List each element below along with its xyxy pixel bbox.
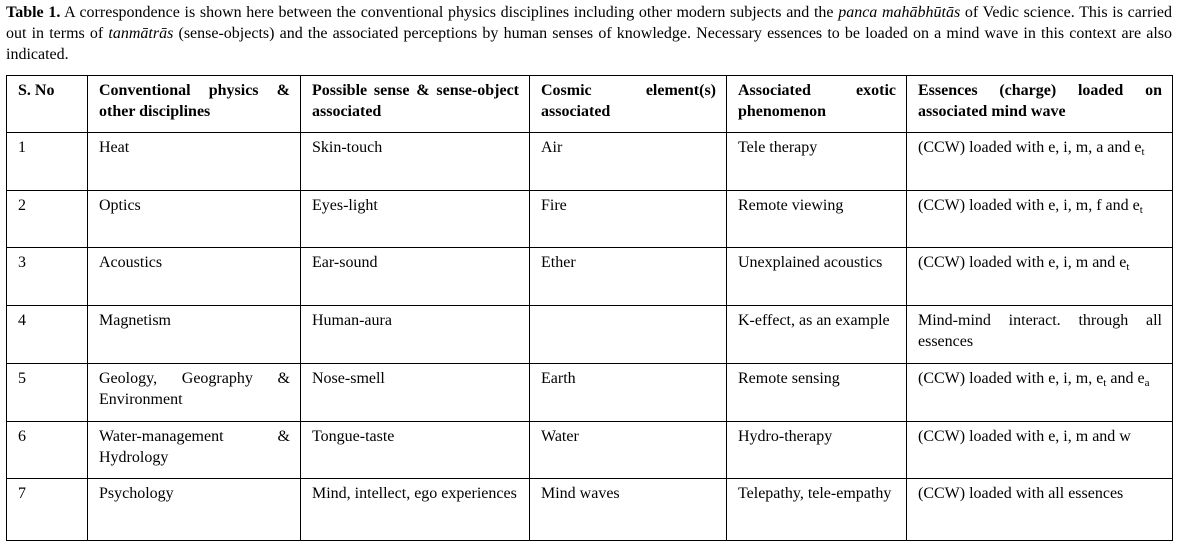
- cell-phenomenon: Tele therapy: [727, 133, 907, 191]
- cell-essence: [907, 306, 1173, 364]
- table-row: [7, 306, 1173, 364]
- cell-phenomenon: K-effect, as an example: [727, 306, 907, 364]
- header-element: Cosmic element(s) associated: [530, 76, 727, 133]
- header-discipline: Conventional physics & other disciplines: [88, 76, 301, 133]
- header-phenomenon: Associated exotic phenomenon: [727, 76, 907, 133]
- cell-phenomenon: Unexplained acoustics: [727, 248, 907, 306]
- essence-text: (CCW) loaded with e, i, m and w: [918, 427, 1131, 445]
- cell-discipline: Water-management & Hydrology: [88, 421, 301, 479]
- cell-element: [530, 306, 727, 364]
- header-sno: S. No: [7, 76, 88, 133]
- cell-element: Fire: [530, 190, 727, 248]
- cell-element: Mind waves: [530, 479, 727, 541]
- cell-discipline: Geology, Geography & Environment: [88, 363, 301, 421]
- essence-subscript: t: [1141, 146, 1145, 158]
- cell-sno: 6: [7, 421, 88, 479]
- caption-text-2: of Vedic science. This is carried out in terms of: [6, 4, 1173, 42]
- table-caption: [6, 2, 1172, 65]
- cell-sno: 3: [7, 248, 88, 306]
- essence-subscript: a: [1144, 376, 1150, 389]
- essence-subscript-pre: t: [1103, 376, 1107, 389]
- cell-sno: 4: [7, 306, 88, 364]
- cell-discipline: Heat: [88, 133, 301, 191]
- table-row: [7, 363, 1173, 421]
- essence-text: (CCW) loaded with e, i, m, f and e: [918, 196, 1140, 214]
- cell-sno: 1: [7, 133, 88, 191]
- cell-sense: Human-aura: [301, 306, 530, 364]
- cell-phenomenon: Remote viewing: [727, 190, 907, 248]
- essence-text: (CCW) loaded with e, i, m and e: [918, 254, 1127, 272]
- cell-essence: [907, 133, 1173, 191]
- caption-italic-1: panca mahābhūtās: [838, 4, 961, 21]
- cell-essence: [907, 479, 1173, 541]
- cell-sense: Skin-touch: [301, 133, 530, 191]
- table-row: [7, 190, 1173, 248]
- cell-essence: [907, 421, 1173, 479]
- table-header-row: [7, 76, 1173, 133]
- essence-text-pre: (CCW) loaded with e, i, m, e: [918, 369, 1104, 387]
- cell-sense: Eyes-light: [301, 190, 530, 248]
- cell-sense: Mind, intellect, ego experiences: [301, 479, 530, 541]
- caption-text-1: A correspondence is shown here between the conventional physics disciplines including other modern subjects and the: [60, 4, 839, 21]
- table-row: [7, 248, 1173, 306]
- caption-italic-2: tanmātrās: [108, 25, 174, 42]
- data-table: [6, 75, 1173, 541]
- cell-sense: Nose-smell: [301, 363, 530, 421]
- cell-phenomenon: Telepathy, tele-empathy: [727, 479, 907, 541]
- cell-sno: 5: [7, 363, 88, 421]
- cell-discipline: Psychology: [88, 479, 301, 541]
- essence-subscript: t: [1126, 261, 1130, 274]
- cell-sno: 7: [7, 479, 88, 541]
- cell-essence: [907, 363, 1173, 421]
- cell-discipline: Optics: [88, 190, 301, 248]
- essence-text: (CCW) loaded with all essences: [918, 485, 1124, 503]
- table-row: [7, 133, 1173, 191]
- cell-element: Air: [530, 133, 727, 191]
- header-sense: Possible sense & sense-object associated: [301, 76, 530, 133]
- cell-essence: [907, 248, 1173, 306]
- table-row: [7, 479, 1173, 541]
- caption-text-3: (sense-objects) and the associated perceptions by human senses of knowledge. Necessary essences to be loaded on a mind wave in this context are also indicated.: [6, 25, 1173, 63]
- cell-essence: [907, 190, 1173, 248]
- essence-text: Mind-mind interact. through all essences: [918, 312, 1162, 351]
- cell-phenomenon: Remote sensing: [727, 363, 907, 421]
- table-row: [7, 421, 1173, 479]
- essence-text: and e: [1106, 369, 1145, 387]
- cell-element: Water: [530, 421, 727, 479]
- caption-label: Table 1.: [6, 4, 61, 21]
- cell-sno: 2: [7, 190, 88, 248]
- cell-element: Ether: [530, 248, 727, 306]
- cell-discipline: Magnetism: [88, 306, 301, 364]
- cell-phenomenon: Hydro-therapy: [727, 421, 907, 479]
- header-essence: Essences (charge) loaded on associated mind wave: [907, 76, 1173, 133]
- essence-subscript: t: [1139, 203, 1143, 216]
- cell-sense: Tongue-taste: [301, 421, 530, 479]
- cell-discipline: Acoustics: [88, 248, 301, 306]
- essence-text: (CCW) loaded with e, i, m, a and e: [918, 139, 1142, 156]
- cell-sense: Ear-sound: [301, 248, 530, 306]
- cell-element: Earth: [530, 363, 727, 421]
